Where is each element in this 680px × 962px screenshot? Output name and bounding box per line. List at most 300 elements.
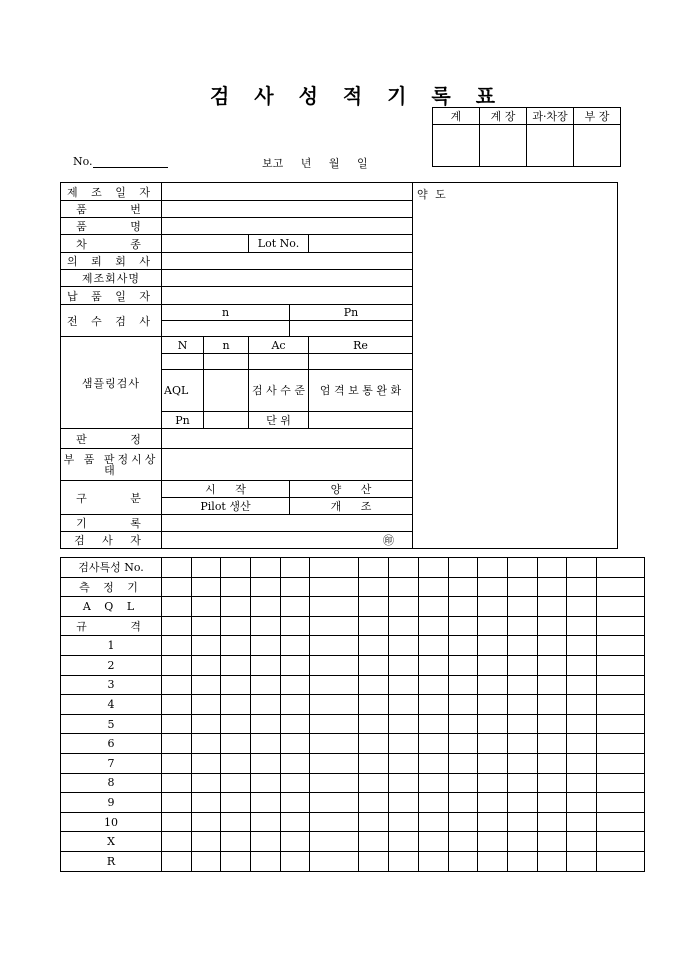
measurement-cell[interactable] bbox=[280, 597, 310, 617]
measurement-cell[interactable] bbox=[507, 851, 537, 871]
approval-header: 계 bbox=[433, 108, 480, 125]
measurement-cell[interactable] bbox=[310, 616, 359, 636]
measurement-cell[interactable] bbox=[596, 695, 644, 715]
label-requester: 의 뢰 회 사 bbox=[61, 253, 162, 270]
measurement-cell[interactable] bbox=[418, 597, 448, 617]
field-fi-n[interactable] bbox=[162, 321, 290, 337]
measurement-cell[interactable] bbox=[448, 812, 478, 832]
measurement-cell[interactable] bbox=[478, 714, 508, 734]
measurement-cell[interactable] bbox=[359, 597, 389, 617]
measurement-cell[interactable] bbox=[418, 675, 448, 695]
header-s-Ac: Ac bbox=[249, 337, 309, 354]
field-requester[interactable] bbox=[162, 253, 413, 270]
measurement-cell[interactable] bbox=[310, 812, 359, 832]
measurement-cell[interactable] bbox=[191, 753, 221, 773]
measurement-cell[interactable] bbox=[191, 655, 221, 675]
measurement-cell[interactable] bbox=[310, 753, 359, 773]
measurement-cell[interactable] bbox=[507, 832, 537, 852]
label-part-name: 품 명 bbox=[61, 218, 162, 235]
measurement-cell[interactable] bbox=[280, 655, 310, 675]
option-div-start[interactable]: 시 작 bbox=[162, 481, 290, 498]
measurement-cell[interactable] bbox=[567, 616, 597, 636]
measurement-cell[interactable] bbox=[221, 812, 251, 832]
measurement-cell[interactable] bbox=[478, 851, 508, 871]
label-full-inspection: 전 수 검 사 bbox=[61, 305, 162, 337]
measurement-cell[interactable] bbox=[310, 675, 359, 695]
field-s-aql[interactable] bbox=[204, 370, 249, 412]
field-part-name[interactable] bbox=[162, 218, 413, 235]
measurement-cell[interactable] bbox=[418, 753, 448, 773]
measurement-cell[interactable] bbox=[221, 753, 251, 773]
measurement-cell[interactable] bbox=[448, 695, 478, 715]
measurement-cell[interactable] bbox=[280, 675, 310, 695]
field-s-pn[interactable] bbox=[204, 412, 249, 429]
measurement-cell[interactable] bbox=[507, 753, 537, 773]
field-delivery-date[interactable] bbox=[162, 287, 413, 305]
measurement-cell[interactable] bbox=[596, 773, 644, 793]
measurement-cell[interactable] bbox=[221, 597, 251, 617]
measurement-cell[interactable] bbox=[567, 558, 597, 578]
measurement-cell[interactable] bbox=[448, 832, 478, 852]
measurement-cell[interactable] bbox=[162, 558, 192, 578]
measurement-cell[interactable] bbox=[448, 558, 478, 578]
measurement-row-label: 3 bbox=[61, 675, 162, 695]
measurement-cell[interactable] bbox=[537, 616, 567, 636]
measurement-cell[interactable] bbox=[537, 636, 567, 656]
measurement-table bbox=[60, 557, 645, 872]
measurement-cell[interactable] bbox=[448, 851, 478, 871]
measurement-cell[interactable] bbox=[280, 558, 310, 578]
measurement-cell[interactable] bbox=[389, 832, 419, 852]
measurement-cell[interactable] bbox=[310, 773, 359, 793]
measurement-cell[interactable] bbox=[596, 812, 644, 832]
measurement-cell[interactable] bbox=[537, 597, 567, 617]
measurement-cell[interactable] bbox=[507, 675, 537, 695]
measurement-cell[interactable] bbox=[596, 597, 644, 617]
measurement-cell[interactable] bbox=[567, 734, 597, 754]
measurement-cell[interactable] bbox=[310, 695, 359, 715]
label-delivery-date: 납 품 일 자 bbox=[61, 287, 162, 305]
measurement-cell[interactable] bbox=[596, 832, 644, 852]
measurement-cell[interactable] bbox=[389, 636, 419, 656]
measurement-cell[interactable] bbox=[567, 577, 597, 597]
measurement-cell[interactable] bbox=[418, 832, 448, 852]
measurement-cell[interactable] bbox=[389, 616, 419, 636]
measurement-cell[interactable] bbox=[221, 655, 251, 675]
measurement-cell[interactable] bbox=[310, 655, 359, 675]
measurement-cell[interactable] bbox=[478, 675, 508, 695]
measurement-row-label: 6 bbox=[61, 734, 162, 754]
field-maker[interactable] bbox=[162, 270, 413, 287]
measurement-cell[interactable] bbox=[478, 832, 508, 852]
sketch-area[interactable]: 약 도 bbox=[413, 183, 618, 549]
measurement-cell[interactable] bbox=[310, 714, 359, 734]
measurement-cell[interactable] bbox=[191, 558, 221, 578]
measurement-cell[interactable] bbox=[478, 793, 508, 813]
measurement-cell[interactable] bbox=[418, 714, 448, 734]
measurement-cell[interactable] bbox=[251, 597, 281, 617]
measurement-cell[interactable] bbox=[507, 655, 537, 675]
measurement-cell[interactable] bbox=[389, 577, 419, 597]
approval-sign-cell[interactable] bbox=[433, 125, 480, 167]
measurement-cell[interactable] bbox=[596, 851, 644, 871]
measurement-cell[interactable] bbox=[251, 773, 281, 793]
measurement-cell[interactable] bbox=[221, 577, 251, 597]
measurement-cell[interactable] bbox=[478, 655, 508, 675]
measurement-cell[interactable] bbox=[280, 616, 310, 636]
measurement-cell[interactable] bbox=[389, 851, 419, 871]
report-date: 보고 년 월 일 bbox=[262, 157, 368, 170]
measurement-cell[interactable] bbox=[221, 832, 251, 852]
measurement-cell[interactable] bbox=[191, 616, 221, 636]
measurement-cell[interactable] bbox=[310, 597, 359, 617]
label-lot-no: Lot No. bbox=[249, 235, 309, 253]
measurement-cell[interactable] bbox=[418, 695, 448, 715]
measurement-cell[interactable] bbox=[389, 753, 419, 773]
measurement-cell[interactable] bbox=[162, 812, 192, 832]
measurement-cell[interactable] bbox=[280, 734, 310, 754]
measurement-cell[interactable] bbox=[310, 832, 359, 852]
field-s-Ac[interactable] bbox=[249, 354, 309, 370]
measurement-cell[interactable] bbox=[359, 851, 389, 871]
measurement-row-label: 1 bbox=[61, 636, 162, 656]
measurement-cell[interactable] bbox=[251, 616, 281, 636]
field-vehicle[interactable] bbox=[162, 235, 249, 253]
measurement-cell[interactable] bbox=[251, 636, 281, 656]
measurement-cell[interactable] bbox=[418, 577, 448, 597]
measurement-cell[interactable] bbox=[507, 714, 537, 734]
field-lot-no[interactable] bbox=[309, 235, 413, 253]
measurement-cell[interactable] bbox=[478, 734, 508, 754]
measurement-cell[interactable] bbox=[280, 793, 310, 813]
measurement-cell[interactable] bbox=[251, 558, 281, 578]
option-div-mass[interactable]: 양 산 bbox=[290, 481, 413, 498]
measurement-cell[interactable] bbox=[478, 812, 508, 832]
measurement-cell[interactable] bbox=[280, 773, 310, 793]
measurement-row bbox=[61, 675, 645, 695]
measurement-cell[interactable] bbox=[359, 655, 389, 675]
measurement-cell[interactable] bbox=[191, 597, 221, 617]
measurement-cell[interactable] bbox=[537, 714, 567, 734]
measurement-cell[interactable] bbox=[507, 597, 537, 617]
measurement-cell[interactable] bbox=[359, 714, 389, 734]
measurement-cell[interactable] bbox=[537, 695, 567, 715]
measurement-cell[interactable] bbox=[507, 773, 537, 793]
measurement-cell[interactable] bbox=[310, 558, 359, 578]
report-no-field[interactable] bbox=[93, 157, 168, 168]
measurement-cell[interactable] bbox=[448, 753, 478, 773]
measurement-cell[interactable] bbox=[359, 773, 389, 793]
measurement-cell[interactable] bbox=[389, 773, 419, 793]
measurement-cell[interactable] bbox=[507, 577, 537, 597]
measurement-cell[interactable] bbox=[280, 753, 310, 773]
measurement-cell[interactable] bbox=[251, 832, 281, 852]
measurement-cell[interactable] bbox=[280, 695, 310, 715]
measurement-cell[interactable] bbox=[251, 577, 281, 597]
measurement-cell[interactable] bbox=[537, 832, 567, 852]
field-judgment[interactable] bbox=[162, 429, 413, 449]
measurement-row bbox=[61, 577, 645, 597]
measurement-cell[interactable] bbox=[448, 675, 478, 695]
measurement-cell[interactable] bbox=[537, 577, 567, 597]
measurement-cell[interactable] bbox=[359, 675, 389, 695]
measurement-cell[interactable] bbox=[596, 655, 644, 675]
measurement-row bbox=[61, 558, 645, 578]
measurement-cell[interactable] bbox=[418, 851, 448, 871]
measurement-row bbox=[61, 812, 645, 832]
measurement-cell[interactable] bbox=[507, 734, 537, 754]
measurement-cell[interactable] bbox=[567, 597, 597, 617]
measurement-cell[interactable] bbox=[359, 812, 389, 832]
measurement-cell[interactable] bbox=[448, 655, 478, 675]
option-s-strictness[interactable]: 엄 격 보 통 완 화 bbox=[309, 370, 413, 412]
measurement-cell[interactable] bbox=[567, 655, 597, 675]
measurement-cell[interactable] bbox=[567, 695, 597, 715]
measurement-cell[interactable] bbox=[537, 773, 567, 793]
option-div-pilot[interactable]: Pilot 생산 bbox=[162, 498, 290, 515]
label-manufacture-date: 제 조 일 자 bbox=[61, 183, 162, 201]
measurement-cell[interactable] bbox=[162, 734, 192, 754]
measurement-cell[interactable] bbox=[162, 851, 192, 871]
approval-sign-cell[interactable] bbox=[480, 125, 527, 167]
field-part-no[interactable] bbox=[162, 201, 413, 218]
measurement-cell[interactable] bbox=[251, 851, 281, 871]
field-s-N[interactable] bbox=[162, 354, 204, 370]
measurement-cell[interactable] bbox=[162, 695, 192, 715]
measurement-row-label: A Q L bbox=[61, 597, 162, 617]
measurement-cell[interactable] bbox=[596, 558, 644, 578]
measurement-cell[interactable] bbox=[251, 734, 281, 754]
measurement-cell[interactable] bbox=[567, 675, 597, 695]
measurement-cell[interactable] bbox=[359, 636, 389, 656]
measurement-cell[interactable] bbox=[537, 793, 567, 813]
measurement-cell[interactable] bbox=[418, 616, 448, 636]
measurement-cell[interactable] bbox=[418, 793, 448, 813]
approval-sign-cell[interactable] bbox=[574, 125, 621, 167]
measurement-cell[interactable] bbox=[418, 773, 448, 793]
measurement-cell[interactable] bbox=[359, 793, 389, 813]
measurement-cell[interactable] bbox=[418, 812, 448, 832]
measurement-cell[interactable] bbox=[418, 558, 448, 578]
measurement-cell[interactable] bbox=[191, 577, 221, 597]
measurement-cell[interactable] bbox=[221, 734, 251, 754]
measurement-cell[interactable] bbox=[478, 558, 508, 578]
measurement-cell[interactable] bbox=[162, 773, 192, 793]
measurement-cell[interactable] bbox=[537, 851, 567, 871]
measurement-cell[interactable] bbox=[567, 636, 597, 656]
measurement-cell[interactable] bbox=[359, 558, 389, 578]
measurement-cell[interactable] bbox=[537, 734, 567, 754]
measurement-cell[interactable] bbox=[389, 695, 419, 715]
measurement-cell[interactable] bbox=[418, 655, 448, 675]
measurement-cell[interactable] bbox=[310, 636, 359, 656]
label-judgment: 판 정 bbox=[61, 429, 162, 449]
measurement-cell[interactable] bbox=[162, 597, 192, 617]
measurement-cell[interactable] bbox=[251, 675, 281, 695]
measurement-cell[interactable] bbox=[359, 832, 389, 852]
measurement-cell[interactable] bbox=[448, 577, 478, 597]
measurement-cell[interactable] bbox=[596, 734, 644, 754]
measurement-cell[interactable] bbox=[162, 714, 192, 734]
measurement-cell[interactable] bbox=[418, 636, 448, 656]
measurement-cell[interactable] bbox=[537, 558, 567, 578]
measurement-cell[interactable] bbox=[507, 616, 537, 636]
measurement-cell[interactable] bbox=[162, 577, 192, 597]
measurement-cell[interactable] bbox=[221, 695, 251, 715]
measurement-cell[interactable] bbox=[478, 636, 508, 656]
measurement-cell[interactable] bbox=[221, 793, 251, 813]
measurement-cell[interactable] bbox=[567, 753, 597, 773]
measurement-cell[interactable] bbox=[162, 832, 192, 852]
measurement-cell[interactable] bbox=[507, 558, 537, 578]
measurement-cell[interactable] bbox=[251, 695, 281, 715]
measurement-cell[interactable] bbox=[507, 636, 537, 656]
header-fi-n: n bbox=[162, 305, 290, 321]
measurement-cell[interactable] bbox=[507, 812, 537, 832]
seal-mark[interactable]: ㊞ bbox=[162, 532, 413, 549]
measurement-cell[interactable] bbox=[448, 793, 478, 813]
measurement-cell[interactable] bbox=[389, 675, 419, 695]
measurement-cell[interactable] bbox=[567, 851, 597, 871]
measurement-cell[interactable] bbox=[251, 714, 281, 734]
measurement-cell[interactable] bbox=[191, 832, 221, 852]
option-div-improve[interactable]: 개 조 bbox=[290, 498, 413, 515]
measurement-cell[interactable] bbox=[359, 616, 389, 636]
measurement-cell[interactable] bbox=[596, 675, 644, 695]
measurement-cell[interactable] bbox=[280, 832, 310, 852]
measurement-cell[interactable] bbox=[478, 773, 508, 793]
measurement-cell[interactable] bbox=[389, 734, 419, 754]
measurement-row-label: 9 bbox=[61, 793, 162, 813]
measurement-cell[interactable] bbox=[191, 773, 221, 793]
measurement-cell[interactable] bbox=[537, 675, 567, 695]
measurement-cell[interactable] bbox=[567, 812, 597, 832]
measurement-cell[interactable] bbox=[191, 636, 221, 656]
measurement-row bbox=[61, 616, 645, 636]
measurement-cell[interactable] bbox=[596, 753, 644, 773]
measurement-cell[interactable] bbox=[221, 616, 251, 636]
measurement-cell[interactable] bbox=[359, 577, 389, 597]
measurement-cell[interactable] bbox=[448, 636, 478, 656]
measurement-cell[interactable] bbox=[251, 793, 281, 813]
measurement-cell[interactable] bbox=[389, 714, 419, 734]
measurement-cell[interactable] bbox=[448, 734, 478, 754]
measurement-cell[interactable] bbox=[478, 695, 508, 715]
measurement-cell[interactable] bbox=[359, 753, 389, 773]
measurement-cell[interactable] bbox=[310, 851, 359, 871]
measurement-cell[interactable] bbox=[191, 851, 221, 871]
measurement-cell[interactable] bbox=[280, 714, 310, 734]
measurement-cell[interactable] bbox=[251, 812, 281, 832]
measurement-cell[interactable] bbox=[537, 655, 567, 675]
measurement-cell[interactable] bbox=[191, 675, 221, 695]
measurement-row bbox=[61, 734, 645, 754]
measurement-cell[interactable] bbox=[507, 793, 537, 813]
measurement-cell[interactable] bbox=[221, 851, 251, 871]
measurement-cell[interactable] bbox=[191, 793, 221, 813]
measurement-cell[interactable] bbox=[596, 636, 644, 656]
field-manufacture-date[interactable] bbox=[162, 183, 413, 201]
measurement-cell[interactable] bbox=[221, 636, 251, 656]
field-s-Re[interactable] bbox=[309, 354, 413, 370]
measurement-cell[interactable] bbox=[162, 616, 192, 636]
field-fi-pn[interactable] bbox=[290, 321, 413, 337]
measurement-cell[interactable] bbox=[162, 636, 192, 656]
field-defect-state[interactable] bbox=[162, 449, 413, 481]
measurement-cell[interactable] bbox=[596, 714, 644, 734]
measurement-cell[interactable] bbox=[221, 675, 251, 695]
measurement-cell[interactable] bbox=[596, 616, 644, 636]
measurement-cell[interactable] bbox=[221, 714, 251, 734]
measurement-cell[interactable] bbox=[448, 616, 478, 636]
measurement-cell[interactable] bbox=[389, 793, 419, 813]
measurement-cell[interactable] bbox=[162, 655, 192, 675]
measurement-cell[interactable] bbox=[162, 675, 192, 695]
measurement-cell[interactable] bbox=[418, 734, 448, 754]
measurement-cell[interactable] bbox=[191, 714, 221, 734]
measurement-cell[interactable] bbox=[537, 753, 567, 773]
measurement-cell[interactable] bbox=[162, 793, 192, 813]
measurement-cell[interactable] bbox=[280, 577, 310, 597]
measurement-cell[interactable] bbox=[359, 695, 389, 715]
measurement-cell[interactable] bbox=[280, 812, 310, 832]
measurement-cell[interactable] bbox=[280, 636, 310, 656]
measurement-cell[interactable] bbox=[478, 753, 508, 773]
measurement-cell[interactable] bbox=[191, 695, 221, 715]
measurement-cell[interactable] bbox=[507, 695, 537, 715]
measurement-cell[interactable] bbox=[191, 812, 221, 832]
measurement-cell[interactable] bbox=[389, 812, 419, 832]
measurement-cell[interactable] bbox=[162, 753, 192, 773]
measurement-cell[interactable] bbox=[251, 655, 281, 675]
measurement-cell[interactable] bbox=[537, 812, 567, 832]
measurement-row-label: 규 격 bbox=[61, 616, 162, 636]
measurement-cell[interactable] bbox=[596, 793, 644, 813]
measurement-cell[interactable] bbox=[310, 734, 359, 754]
measurement-cell[interactable] bbox=[448, 714, 478, 734]
measurement-cell[interactable] bbox=[280, 851, 310, 871]
measurement-cell[interactable] bbox=[567, 714, 597, 734]
measurement-cell[interactable] bbox=[596, 577, 644, 597]
measurement-cell[interactable] bbox=[359, 734, 389, 754]
measurement-cell[interactable] bbox=[567, 773, 597, 793]
field-s-n[interactable] bbox=[204, 354, 249, 370]
measurement-cell[interactable] bbox=[251, 753, 281, 773]
measurement-cell[interactable] bbox=[448, 773, 478, 793]
measurement-cell[interactable] bbox=[310, 793, 359, 813]
measurement-row-label: 측 정 기 bbox=[61, 577, 162, 597]
measurement-cell[interactable] bbox=[221, 558, 251, 578]
measurement-cell[interactable] bbox=[567, 793, 597, 813]
measurement-cell[interactable] bbox=[478, 577, 508, 597]
measurement-cell[interactable] bbox=[389, 597, 419, 617]
measurement-cell[interactable] bbox=[567, 832, 597, 852]
measurement-row-label: X bbox=[61, 832, 162, 852]
measurement-cell[interactable] bbox=[310, 577, 359, 597]
measurement-cell[interactable] bbox=[221, 773, 251, 793]
measurement-cell[interactable] bbox=[478, 616, 508, 636]
approval-sign-cell[interactable] bbox=[527, 125, 574, 167]
measurement-row bbox=[61, 832, 645, 852]
field-record[interactable] bbox=[162, 515, 413, 532]
measurement-cell[interactable] bbox=[191, 734, 221, 754]
measurement-cell[interactable] bbox=[478, 597, 508, 617]
measurement-cell[interactable] bbox=[448, 597, 478, 617]
label-division: 구 분 bbox=[61, 481, 162, 515]
measurement-cell[interactable] bbox=[389, 655, 419, 675]
field-s-unit[interactable] bbox=[309, 412, 413, 429]
measurement-cell[interactable] bbox=[389, 558, 419, 578]
